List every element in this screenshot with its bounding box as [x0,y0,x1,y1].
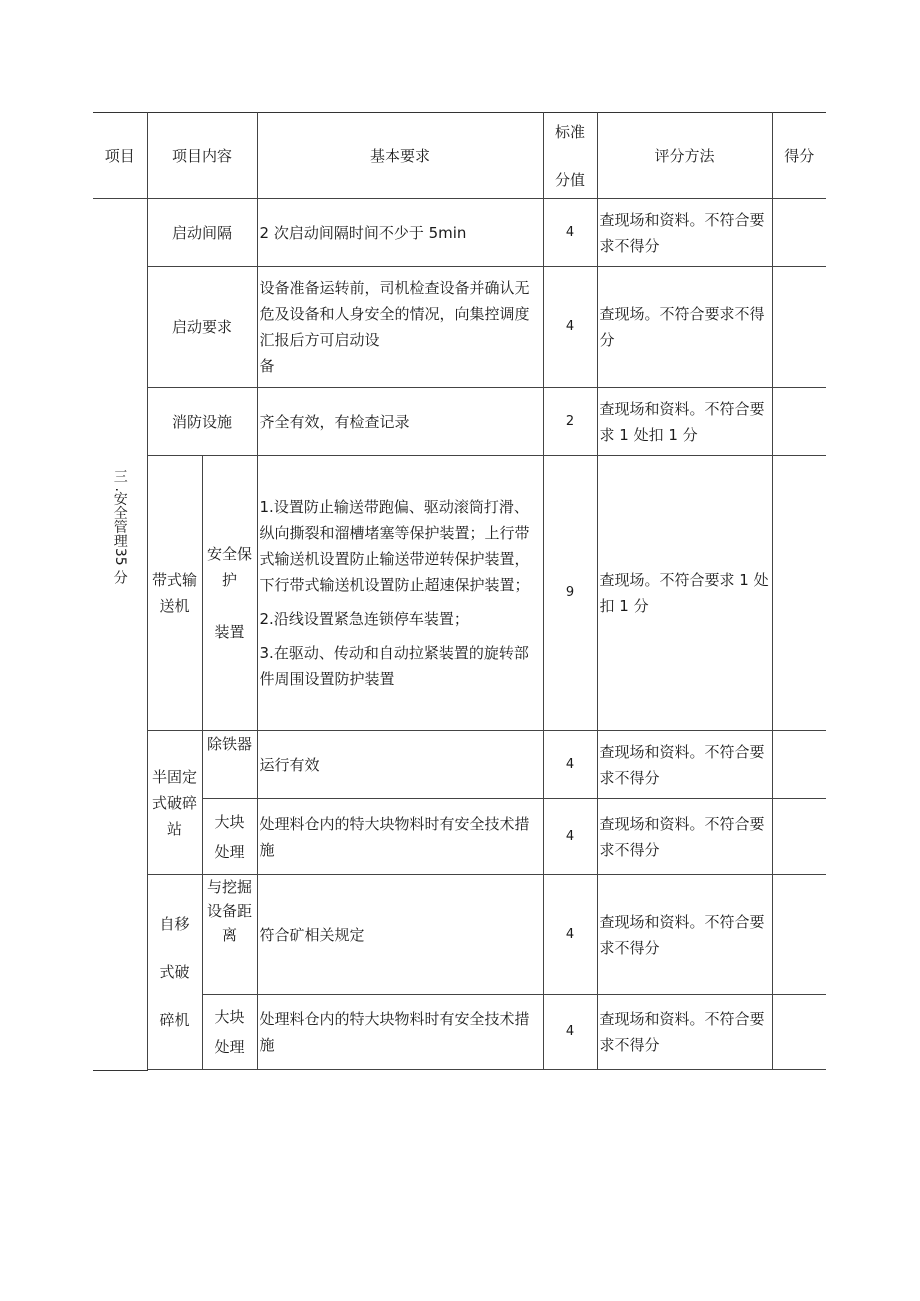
row-score[interactable] [772,875,826,995]
row-requirement: 2 次启动间隔时间不少于 5min [257,199,543,267]
row-score[interactable] [772,456,826,731]
requirement-item-3: 3.在驱动、传动和自动拉紧装置的旋转部件周围设置防护装置 [259,644,529,688]
row-requirement: 符合矿相关规定 [257,875,543,995]
row-method: 查现场。不符合要求 1 处扣 1 分 [597,456,772,731]
row-value: 4 [543,995,597,1070]
row-score[interactable] [772,799,826,875]
group-belt-conveyor: 带式输送机 [147,456,202,731]
header-score-std: 标准 分值 [543,113,597,199]
row-content: 与挖掘设备距离 [202,875,257,995]
row-content: 安全保护 装置 [202,456,257,731]
row-method: 查现场。不符合要求不得分 [597,267,772,388]
row-value: 4 [543,731,597,799]
header-requirement: 基本要求 [257,113,543,199]
row-method: 查现场和资料。不符合要求不得分 [597,731,772,799]
row-method: 查现场和资料。不符合要求 1 处扣 1 分 [597,388,772,456]
section-cell [93,199,147,1071]
table-row [93,995,826,1070]
table-row [93,267,826,388]
group-mobile-crusher: 自移 式破 碎机 [147,875,202,1070]
row-content: 大块 处理 [202,995,257,1070]
row-requirement: 运行有效 [257,731,543,799]
header-project: 项目 [93,113,147,199]
table-header-row [93,113,826,199]
row-value: 9 [543,456,597,731]
row-score[interactable] [772,267,826,388]
row-content: 大块 处理 [202,799,257,875]
table-row [93,731,826,799]
row-value: 2 [543,388,597,456]
table-row [93,199,826,267]
row-requirement: 处理料仓内的特大块物料时有安全技术措施 [257,995,543,1070]
row-requirement: 处理料仓内的特大块物料时有安全技术措施 [257,799,543,875]
row-value: 4 [543,799,597,875]
scoring-table [93,112,826,1071]
row-content: 除铁器 [202,731,257,799]
row-requirement: 齐全有效，有检查记录 [257,388,543,456]
row-method: 查现场和资料。不符合要求不得分 [597,995,772,1070]
header-content: 项目内容 [147,113,257,199]
row-requirement: 设备准备运转前，司机检查设备并确认无危及设备和人身安全的情况，向集控调度汇报后方可启动设 备 [257,267,543,388]
table-row [93,456,826,731]
table-row [93,388,826,456]
group-crushing-station: 半固定式破碎站 [147,731,202,875]
row-method: 查现场和资料。不符合要求不得分 [597,199,772,267]
row-requirement [257,456,543,731]
header-score: 得分 [772,113,826,199]
requirement-item-1: 1.设置防止输送带跑偏、驱动滚筒打滑、纵向撕裂和溜槽堵塞等保护装置；上行带式输送机设置防止输送带逆转保护装置，下行带式输送机设置防止超速保护装置； [259,498,530,594]
row-content: 消防设施 [147,388,257,456]
row-content: 启动要求 [147,267,257,388]
row-content: 启动间隔 [147,199,257,267]
row-score[interactable] [772,995,826,1070]
section-label: 三 .安全管理35 分 [111,469,128,585]
row-value: 4 [543,875,597,995]
row-value: 4 [543,267,597,388]
row-method: 查现场和资料。不符合要求不得分 [597,799,772,875]
requirement-item-2: 2.沿线设置紧急连锁停车装置； [259,610,469,628]
row-score[interactable] [772,731,826,799]
row-score[interactable] [772,199,826,267]
table-row [93,875,826,995]
header-method: 评分方法 [597,113,772,199]
row-score[interactable] [772,388,826,456]
row-value: 4 [543,199,597,267]
row-method: 查现场和资料。不符合要求不得分 [597,875,772,995]
table-row [93,799,826,875]
